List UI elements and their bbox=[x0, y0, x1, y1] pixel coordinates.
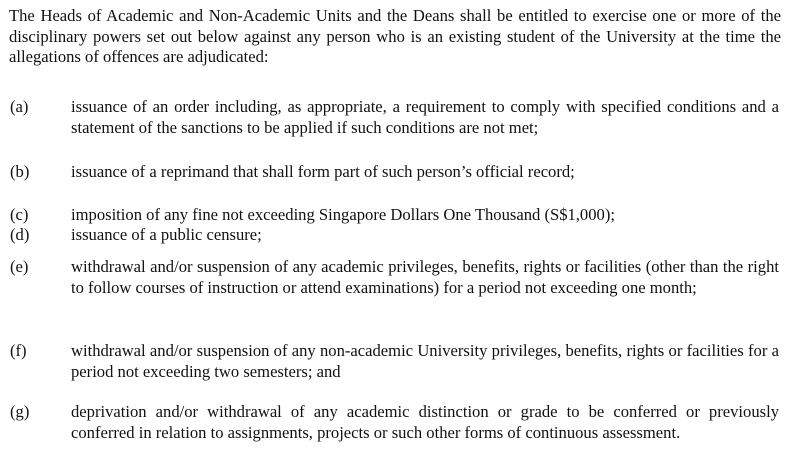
item-text: issuance of a public censure; bbox=[71, 225, 262, 244]
item-marker: (e) bbox=[10, 257, 29, 276]
item-marker: (c) bbox=[10, 205, 29, 224]
item-text: withdrawal and/or suspension of any academic privileges, benefits, rights or facilities (other than the right to follow courses of instruction or attend examinations) for a period not exceeding one month; bbox=[71, 257, 779, 297]
item-text: imposition of any fine not exceeding Singapore Dollars One Thousand (S$1,000); bbox=[71, 205, 615, 224]
item-text: deprivation and/or withdrawal of any academic distinction or grade to be conferred or previously conferred in relation to assignments, projects or such other forms of continuous assessment. bbox=[71, 402, 779, 442]
item-marker: (f) bbox=[10, 341, 27, 360]
item-marker: (b) bbox=[10, 162, 30, 181]
item-text: withdrawal and/or suspension of any non-academic University privileges, benefits, rights or facilities for a period not exceeding two semesters; and bbox=[71, 341, 779, 381]
item-marker: (g) bbox=[10, 402, 30, 421]
intro-paragraph: The Heads of Academic and Non-Academic Units and the Deans shall be entitled to exercise one or more of the disciplinary powers set out below against any person who is an existing student of the University at the time the allegations of offences are adjudicated: bbox=[9, 6, 781, 66]
item-text: issuance of an order including, as appropriate, a requirement to comply with specified conditions and a statement of the sanctions to be applied if such conditions are not met; bbox=[71, 97, 779, 137]
item-text: issuance of a reprimand that shall form part of such person’s official record; bbox=[71, 162, 575, 181]
item-marker: (d) bbox=[10, 225, 30, 244]
item-marker: (a) bbox=[10, 97, 29, 116]
